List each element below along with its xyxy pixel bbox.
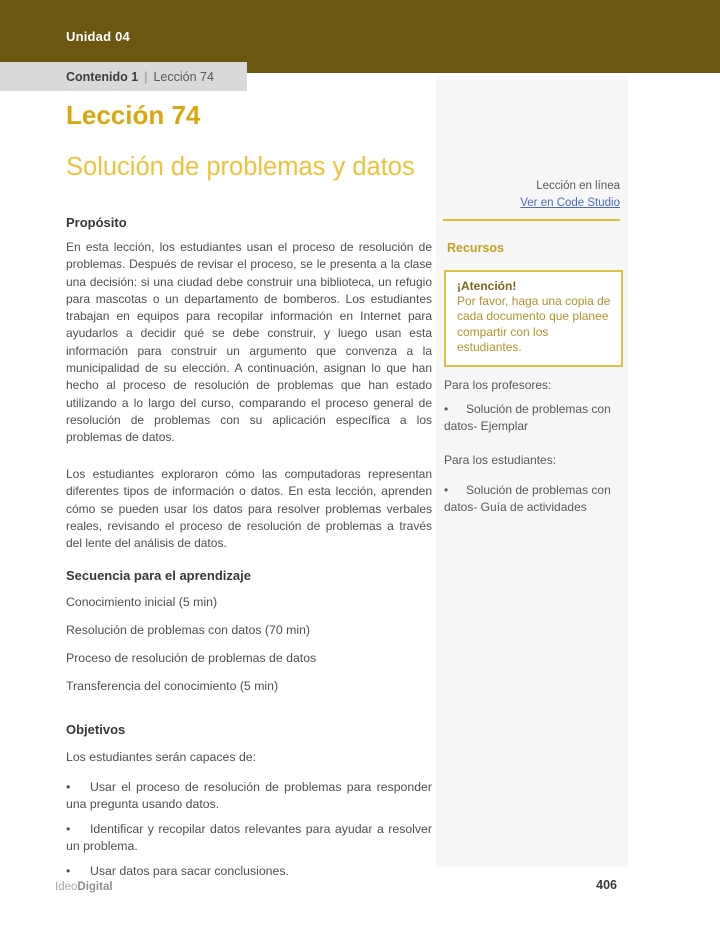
lesson-subtitle: Solución de problemas y datos xyxy=(66,153,415,181)
sequence-item: Transferencia del conocimiento (5 min) xyxy=(66,679,279,693)
objectives-heading: Objetivos xyxy=(66,722,126,737)
sequence-item: Proceso de resolución de problemas de datos xyxy=(66,651,317,665)
sequence-heading: Secuencia para el aprendizaje xyxy=(66,568,251,583)
objective-item xyxy=(66,779,432,814)
footer-brand-regular: Ideo xyxy=(55,881,78,893)
student-resource-text: Solución de problemas con datos- Guía de actividades xyxy=(444,483,611,514)
sequence-item: Conocimiento inicial (5 min) xyxy=(66,595,218,609)
objective-text: Usar el proceso de resolución de problemas para responder una pregunta usando datos. xyxy=(66,780,432,812)
objectives-intro: Los estudiantes serán capaces de: xyxy=(66,750,257,764)
sidebar-divider xyxy=(443,219,620,221)
purpose-heading: Propósito xyxy=(66,215,127,230)
footer-brand-bold: Digital xyxy=(77,881,113,893)
sidebar-panel xyxy=(436,76,628,867)
breadcrumb-section: Contenido 1 xyxy=(66,69,139,84)
bullet-icon: • xyxy=(444,483,449,497)
unit-label: Unidad 04 xyxy=(66,29,130,44)
bullet-icon: • xyxy=(66,780,71,794)
breadcrumb-lesson: Lección 74 xyxy=(153,69,214,84)
bullet-icon: • xyxy=(444,402,449,416)
breadcrumb xyxy=(0,62,247,91)
online-lesson-label: Lección en línea xyxy=(536,180,620,192)
code-studio-link[interactable]: Ver en Code Studio xyxy=(520,197,620,209)
purpose-paragraph-2: Los estudiantes exploraron cómo las computadoras representan diferentes tipos de información o datos. En esta lección, aprenden cómo se pueden usar los datos para resolver problemas verbales reales, revisando el proceso de resolución de problemas a través del lente del análisis de datos. xyxy=(66,467,432,551)
lesson-title: Lección 74 xyxy=(66,100,201,130)
attention-box xyxy=(444,270,623,367)
student-resource-item xyxy=(444,482,622,516)
teachers-label: Para los profesores: xyxy=(444,378,552,392)
objective-text: Identificar y recopilar datos relevantes para ayudar a resolver un problema. xyxy=(66,822,432,854)
students-label: Para los estudiantes: xyxy=(444,453,557,467)
footer-brand xyxy=(55,881,113,893)
purpose-paragraph-1: En esta lección, los estudiantes usan el proceso de resolución de problemas. Después de revisar el proceso, se le presenta a la clase una decisión: si una ciudad debe construir una biblioteca, un refugio para mascotas o un departamento de bomberos. Los estudiantes trabajan en equipos para recopilar información en Internet para ayudarlos a decidir qué se debe construir, y luego usan esta información para construir un argumento que convenza a la municipalidad de su elección. A continuación, asignan lo que han hecho al proceso de resolución de problemas que han estado utilizando a lo largo del curso, comparando el proceso general de resolución de problemas con su aplicación específica a los problemas de datos. xyxy=(66,240,432,445)
attention-title: ¡Atención! xyxy=(457,279,517,293)
page-number: 406 xyxy=(596,878,617,892)
breadcrumb-separator: | xyxy=(144,69,148,84)
bullet-icon: • xyxy=(66,864,71,878)
resources-heading: Recursos xyxy=(447,241,504,255)
teacher-resource-item xyxy=(444,401,622,435)
teacher-resource-text: Solución de problemas con datos- Ejemplar xyxy=(444,402,611,433)
attention-body: Por favor, haga una copia de cada documento que planee compartir con los estudiantes. xyxy=(457,294,611,355)
bullet-icon: • xyxy=(66,822,71,836)
sequence-item: Resolución de problemas con datos (70 min) xyxy=(66,623,311,637)
objective-item xyxy=(66,821,432,856)
objective-text: Usar datos para sacar conclusiones. xyxy=(90,864,289,878)
objective-item xyxy=(66,863,432,880)
